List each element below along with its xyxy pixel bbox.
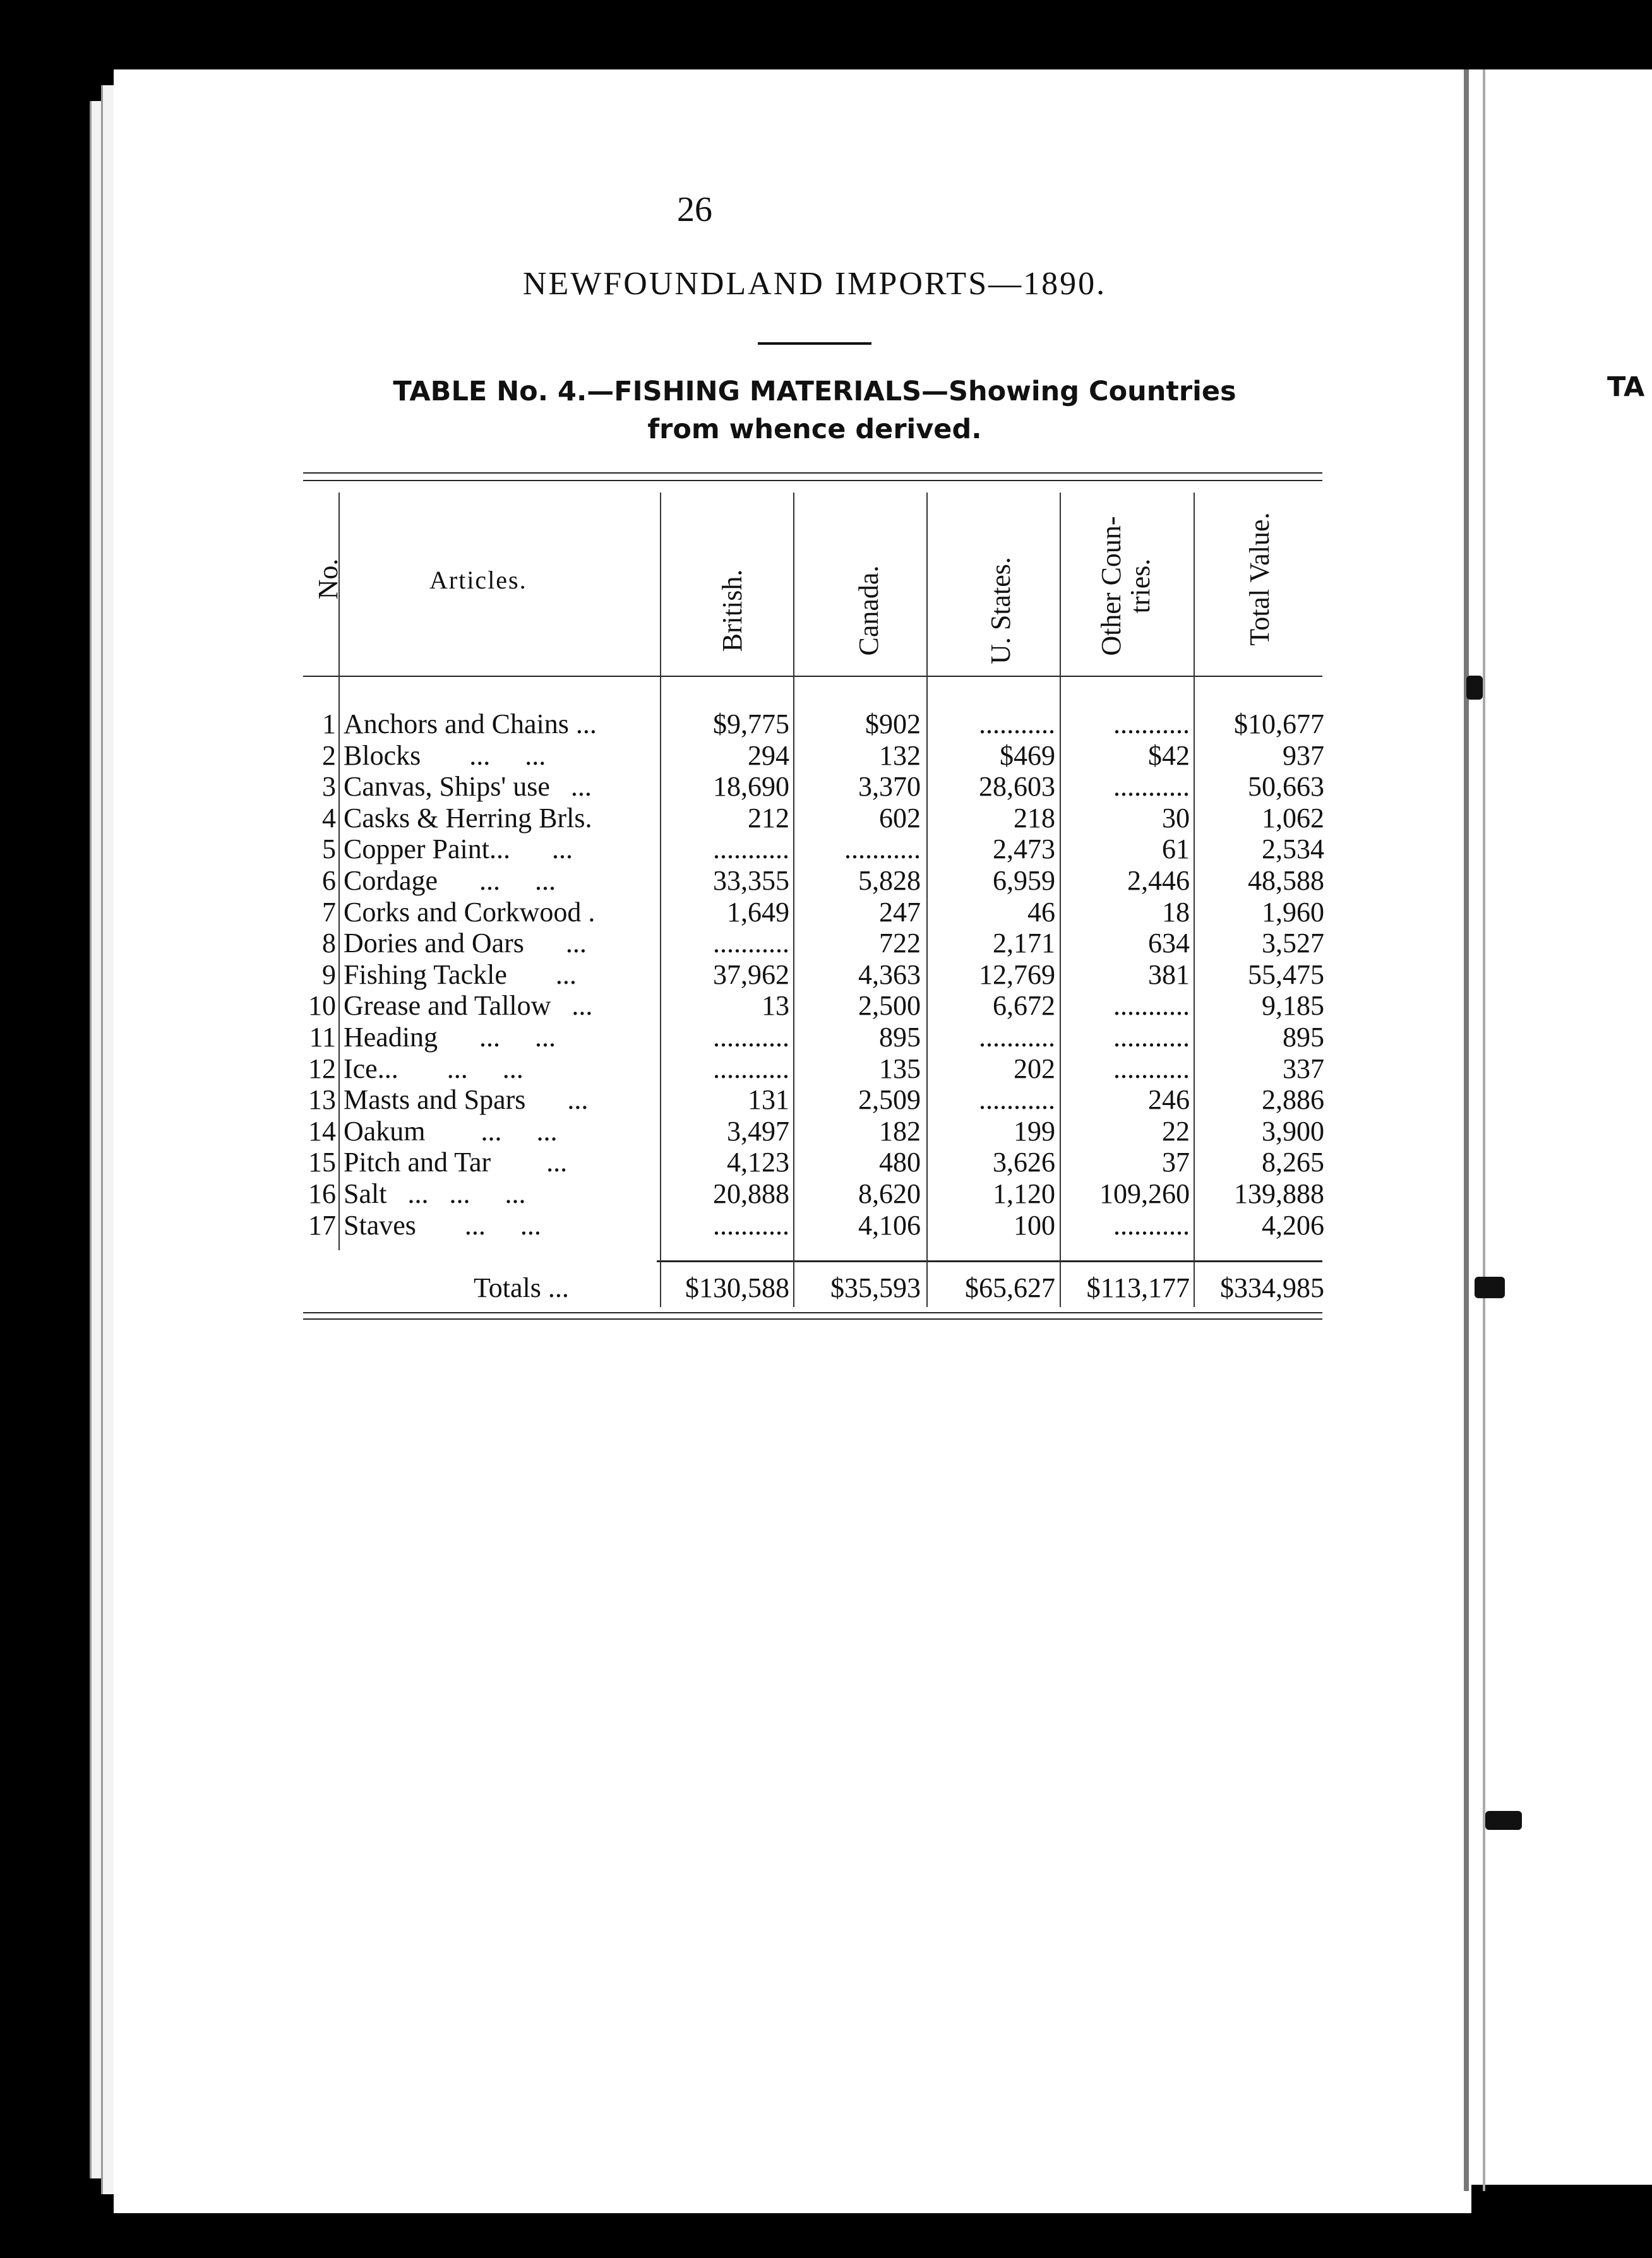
row-article: Staves ... ... — [344, 1209, 541, 1241]
row-number: 1 — [322, 708, 336, 739]
row-canada: 5,828 — [858, 865, 921, 896]
table-bottom-rule — [303, 1312, 1322, 1313]
totals-label: Totals ... — [474, 1272, 569, 1303]
row-article: Copper Paint... ... — [344, 833, 573, 865]
row-us: ........... — [979, 1084, 1055, 1116]
row-article: Fishing Tackle ... — [344, 959, 577, 990]
row-british: ........... — [713, 1209, 789, 1241]
row-total: 337 — [1283, 1053, 1324, 1084]
header-other-countries — [1097, 494, 1158, 678]
row-article: Canvas, Ships' use ... — [344, 771, 592, 803]
header-no: No. — [313, 558, 344, 600]
header-articles: Articles. — [429, 566, 527, 594]
row-canada: 2,500 — [858, 990, 921, 1022]
totals-us: $65,627 — [965, 1272, 1055, 1303]
row-other: 381 — [1148, 959, 1190, 990]
row-canada: 602 — [879, 802, 921, 833]
row-canada: 722 — [879, 928, 921, 959]
row-number: 16 — [308, 1178, 336, 1209]
row-us: 46 — [1027, 896, 1055, 928]
table-top-rule — [303, 472, 1322, 474]
table-subtitle: from whence derived. — [647, 414, 982, 445]
header-british: British. — [717, 569, 748, 652]
table-title: TABLE No. 4.—FISHING MATERIALS—Showing Countries — [393, 376, 1236, 407]
row-article: Salt ... ... ... — [344, 1178, 526, 1209]
row-number: 13 — [308, 1084, 336, 1116]
row-number: 6 — [322, 865, 336, 896]
row-british: 212 — [748, 802, 789, 833]
row-british: ........... — [713, 833, 789, 865]
totals-british: $130,588 — [685, 1272, 789, 1303]
row-us: 199 — [1014, 1115, 1055, 1147]
row-us: $469 — [1000, 739, 1055, 771]
row-number: 14 — [308, 1115, 336, 1147]
row-other: 109,260 — [1099, 1178, 1190, 1209]
row-other: 634 — [1148, 928, 1190, 959]
row-total: 4,206 — [1262, 1209, 1324, 1241]
row-other: $42 — [1148, 739, 1190, 771]
row-other: 30 — [1162, 802, 1190, 833]
row-other: ........... — [1113, 990, 1190, 1022]
row-total: 9,185 — [1262, 990, 1324, 1022]
row-number: 17 — [308, 1209, 336, 1241]
row-article: Oakum ... ... — [344, 1115, 558, 1147]
row-total: 937 — [1283, 739, 1324, 771]
row-other: 18 — [1162, 896, 1190, 928]
header-other-line1: Other Coun- — [1096, 516, 1127, 656]
row-british: 3,497 — [727, 1115, 789, 1147]
row-number: 2 — [322, 739, 336, 771]
row-other: 246 — [1148, 1084, 1190, 1116]
row-canada: 8,620 — [858, 1178, 921, 1209]
row-article: Pitch and Tar ... — [344, 1147, 568, 1178]
row-article: Ice... ... ... — [344, 1053, 524, 1084]
row-canada: ........... — [844, 833, 921, 865]
row-total: 3,527 — [1262, 928, 1324, 959]
row-us: 6,672 — [993, 990, 1055, 1022]
binding-tab — [1485, 1811, 1522, 1830]
table-bottom-rule — [303, 1318, 1322, 1320]
table-top-rule — [303, 480, 1322, 481]
row-us: 3,626 — [993, 1147, 1055, 1178]
row-article: Corks and Corkwood . — [344, 896, 596, 928]
row-total: $10,677 — [1234, 708, 1324, 739]
row-article: Blocks ... ... — [344, 739, 546, 771]
row-other: 37 — [1162, 1147, 1190, 1178]
heading-rule — [758, 342, 871, 345]
row-article: Anchors and Chains ... — [344, 708, 597, 739]
binding-tab — [1466, 676, 1483, 700]
row-other: ........... — [1113, 1022, 1190, 1053]
row-number: 5 — [322, 833, 336, 865]
row-us: 202 — [1014, 1053, 1055, 1084]
header-bottom-rule — [303, 676, 1322, 677]
row-number: 12 — [308, 1053, 336, 1084]
row-canada: 4,363 — [858, 959, 921, 990]
row-total: 1,062 — [1262, 802, 1324, 833]
header-other-line2: tries. — [1125, 558, 1156, 614]
row-us: 100 — [1014, 1209, 1055, 1241]
row-article: Masts and Spars ... — [344, 1084, 589, 1116]
header-total-value: Total Value. — [1244, 512, 1275, 646]
column-divider — [660, 493, 661, 1307]
row-british: 33,355 — [713, 865, 789, 896]
row-number: 11 — [309, 1022, 336, 1053]
row-article: Dories and Oars ... — [344, 928, 587, 959]
row-other: ........... — [1113, 708, 1190, 739]
row-total: 2,534 — [1262, 833, 1324, 865]
row-us: 6,959 — [993, 865, 1055, 896]
row-canada: 2,509 — [858, 1084, 921, 1116]
row-british: 20,888 — [713, 1178, 789, 1209]
row-number: 4 — [322, 802, 336, 833]
row-other: ........... — [1113, 1053, 1190, 1084]
facing-page-fragment: TA — [1607, 371, 1645, 403]
row-total: 3,900 — [1262, 1115, 1324, 1147]
row-canada: 132 — [879, 739, 921, 771]
row-total: 8,265 — [1262, 1147, 1324, 1178]
row-other: 2,446 — [1127, 865, 1190, 896]
row-us: 12,769 — [979, 959, 1055, 990]
row-british: ........... — [713, 928, 789, 959]
row-canada: 135 — [879, 1053, 921, 1084]
row-british: $9,775 — [713, 708, 789, 739]
row-total: 1,960 — [1262, 896, 1324, 928]
row-total: 48,588 — [1248, 865, 1324, 896]
row-us: 28,603 — [979, 771, 1055, 803]
row-british: 1,649 — [727, 896, 789, 928]
row-number: 8 — [322, 928, 336, 959]
row-other: 22 — [1162, 1115, 1190, 1147]
row-british: 13 — [762, 990, 789, 1022]
table-caption — [0, 373, 1629, 448]
row-canada: 895 — [879, 1022, 921, 1053]
page-number: 26 — [677, 190, 712, 229]
row-british: ........... — [713, 1022, 789, 1053]
row-british: 131 — [748, 1084, 789, 1116]
totals-canada: $35,593 — [830, 1272, 921, 1303]
totals-other: $113,177 — [1086, 1272, 1190, 1303]
row-canada: 247 — [879, 896, 921, 928]
page-heading: NEWFOUNDLAND IMPORTS—1890. — [522, 266, 1107, 302]
row-article: Grease and Tallow ... — [344, 990, 593, 1022]
header-us: U. States. — [985, 557, 1016, 664]
row-canada: 182 — [879, 1115, 921, 1147]
row-other: ........... — [1113, 771, 1190, 803]
row-canada: $902 — [865, 708, 921, 739]
row-us: 2,473 — [993, 833, 1055, 865]
row-number: 7 — [322, 896, 336, 928]
row-number: 9 — [322, 959, 336, 990]
row-number: 15 — [308, 1147, 336, 1178]
row-us: 218 — [1014, 802, 1055, 833]
row-total: 2,886 — [1262, 1084, 1324, 1116]
row-british: ........... — [713, 1053, 789, 1084]
row-other: 61 — [1162, 833, 1190, 865]
row-british: 4,123 — [727, 1147, 789, 1178]
row-number: 3 — [322, 771, 336, 803]
row-article: Heading ... ... — [344, 1022, 556, 1053]
row-us: 1,120 — [993, 1178, 1055, 1209]
row-canada: 480 — [879, 1147, 921, 1178]
row-total: 139,888 — [1234, 1178, 1324, 1209]
row-us: ........... — [979, 708, 1055, 739]
row-total: 895 — [1283, 1022, 1324, 1053]
row-total: 50,663 — [1248, 771, 1324, 803]
header-canada: Canada. — [853, 565, 884, 656]
totals-top-rule — [657, 1260, 1322, 1262]
row-number: 10 — [308, 990, 336, 1022]
row-article: Cordage ... ... — [344, 865, 556, 896]
row-canada: 4,106 — [858, 1209, 921, 1241]
row-total: 55,475 — [1248, 959, 1324, 990]
row-canada: 3,370 — [858, 771, 921, 803]
row-british: 18,690 — [713, 771, 789, 803]
totals-total: $334,985 — [1220, 1272, 1324, 1303]
row-us: ........... — [979, 1022, 1055, 1053]
row-other: ........... — [1113, 1209, 1190, 1241]
row-british: 37,962 — [713, 959, 789, 990]
row-article: Casks & Herring Brls. — [344, 802, 592, 833]
row-british: 294 — [748, 739, 789, 771]
row-us: 2,171 — [993, 928, 1055, 959]
binding-tab — [1475, 1277, 1505, 1298]
